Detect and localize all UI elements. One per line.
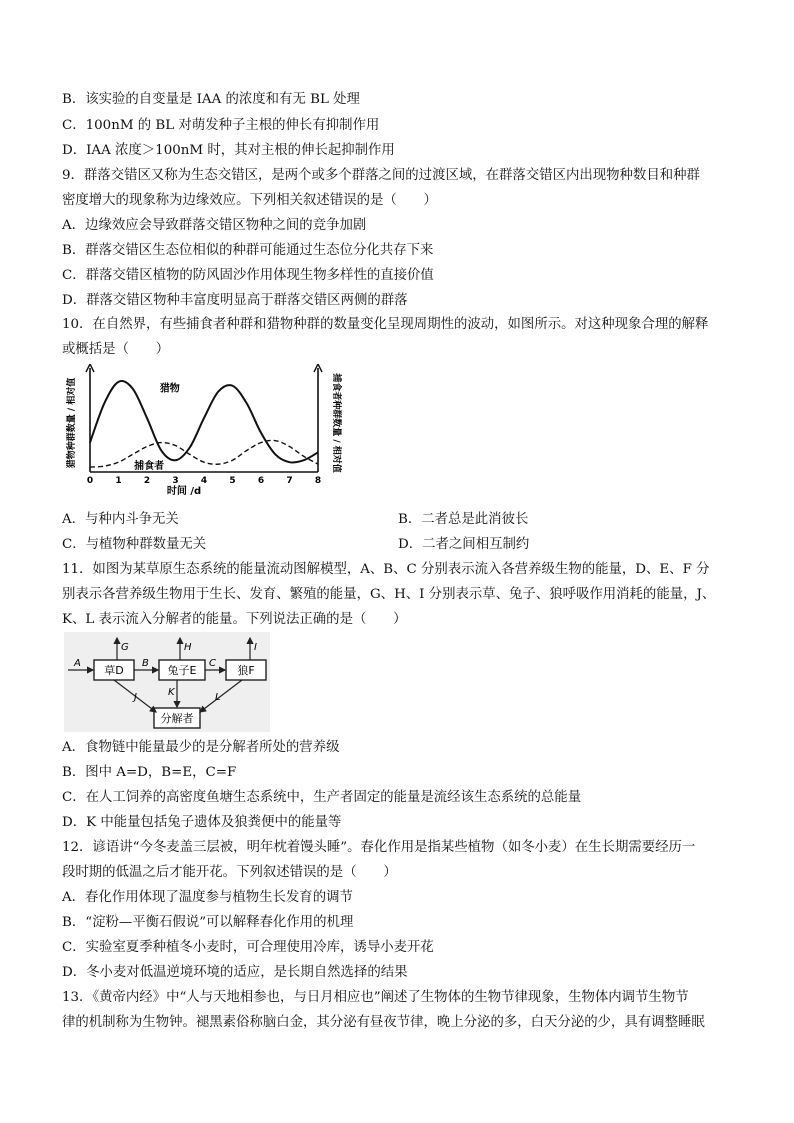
q12-option-c: C．实验室夏季种植冬小麦时，可合理使用冷库，诱导小麦开花 <box>62 940 434 955</box>
q10-stem-line-1: 10．在自然界，有些捕食者种群和猎物种群的数量变化呈现周期性的波动，如图所示。对这种现象合理的解释 <box>62 317 709 332</box>
predator-series-line <box>90 440 318 467</box>
q10-option-b: B．二者总是此消彼长 <box>398 512 529 527</box>
label-g: G <box>121 642 129 653</box>
y-axis-left-label: 猎物种群数量 / 相对值 <box>67 377 77 469</box>
q11-stem-line-1: 11．如图为某草原生态系统的能量流动图解模型，A、B、C 分别表示流入各营养级生物的能量，D、E、F 分 <box>62 562 710 577</box>
y-axis-right-label: 捕食者种群数量 / 相对值 <box>331 373 341 473</box>
q8-option-d: D．IAA 浓度＞100nM 时，其对主根的伸长起抑制作用 <box>62 143 395 158</box>
label-a: A <box>74 658 81 669</box>
q10-option-d: D．二者之间相互制约 <box>398 537 530 552</box>
prey-series-label: 猎物 <box>159 383 180 395</box>
q11-option-a: A．食物链中能量最少的是分解者所处的营养级 <box>62 740 340 755</box>
q11-option-c: C．在人工饲养的高密度鱼塘生态系统中，生产者固定的能量是流经该生态系统的总能量 <box>62 790 582 805</box>
x-tick-label: 3 <box>172 476 179 486</box>
predator-series-label: 捕食者 <box>134 461 165 473</box>
x-tick-label: 6 <box>257 476 265 486</box>
label-j: J <box>134 692 137 703</box>
x-tick-label: 5 <box>229 476 236 486</box>
q9-option-b: B．群落交错区生态位相似的种群可能通过生态位分化共存下来 <box>62 243 434 258</box>
x-tick-label: 7 <box>286 476 293 486</box>
x-axis-label: 时间 /d <box>166 486 202 497</box>
label-c: C <box>209 658 216 669</box>
q9-stem-line-1: 9．群落交错区又称为生态交错区，是两个或多个群落之间的过渡区域，在群落交错区内出现物种数目和种群 <box>62 168 700 183</box>
energy-flow-diagram <box>64 632 270 732</box>
q9-option-c: C．群落交错区植物的防风固沙作用体现生物多样性的直接价值 <box>62 268 434 283</box>
q12-option-b: B．“淀粉—平衡石假说”可以解释春化作用的机理 <box>62 915 354 930</box>
x-tick-label: 4 <box>200 476 208 486</box>
predator-prey-chart <box>64 364 344 498</box>
label-k: K <box>168 687 175 698</box>
q12-stem-line-1: 12．谚语讲“今冬麦盖三层被，明年枕着馒头睡”。春化作用是指某些植物（如冬小麦）在生长期需要经历一 <box>62 840 696 855</box>
x-tick-label: 2 <box>143 476 151 486</box>
q13-stem-line-2: 律的机制称为生物钟。褪黑素俗称脑白金，其分泌有昼夜节律，晚上分泌的多，白天分泌的少，具有调整睡眠 <box>62 1015 705 1030</box>
q12-option-d: D．冬小麦对低温逆境环境的适应，是长期自然选择的结果 <box>62 965 408 980</box>
q10-stem-line-2: 或概括是（ ） <box>62 342 170 357</box>
label-i: I <box>254 642 257 653</box>
node-grass-label: 草D <box>104 664 124 677</box>
q12-stem-line-2: 段时期的低温之后才能开花。下列叙述错误的是（ ） <box>62 865 397 880</box>
label-h: H <box>184 642 192 653</box>
q10-option-a: A．与种内斗争无关 <box>62 512 179 527</box>
q13-stem-line-1: 13．《黄帝内经》中“人与天地相参也，与日月相应也”阐述了生物体的生物节律现象，生物体内调节生物节 <box>62 990 689 1005</box>
q9-stem-line-2: 密度增大的现象称为边缘效应。下列相关叙述错误的是（ ） <box>62 193 437 208</box>
label-b: B <box>142 658 149 669</box>
q12-option-a: A．春化作用体现了温度参与植物生长发育的调节 <box>62 890 353 905</box>
x-tick-label: 0 <box>86 476 94 486</box>
label-l: L <box>215 692 221 703</box>
x-tick-label: 8 <box>314 476 322 486</box>
q11-option-d: D．K 中能量包括兔子遗体及狼粪便中的能量等 <box>62 815 342 830</box>
q8-option-c: C．100nM 的 BL 对萌发种子主根的伸长有抑制作用 <box>62 118 380 133</box>
q9-option-d: D．群落交错区物种丰富度明显高于群落交错区两侧的群落 <box>62 293 408 308</box>
q11-stem-line-3: K、L 表示流入分解者的能量。下列说法正确的是（ ） <box>62 612 407 627</box>
q8-option-b: B．该实验的自变量是 IAA 的浓度和有无 BL 处理 <box>62 92 360 107</box>
node-wolf-label: 狼F <box>237 664 255 677</box>
prey-series-line <box>90 381 318 463</box>
q11-option-b: B．图中 A=D，B=E，C=F <box>62 765 237 780</box>
q11-stem-line-2: 别表示各营养级生物用于生长、发育、繁殖的能量，G、H、I 分别表示草、兔子、狼呼吸作用消耗的能量，J、 <box>62 587 716 602</box>
q10-option-c: C．与植物种群数量无关 <box>62 537 207 552</box>
node-decomposer-label: 分解者 <box>160 712 194 725</box>
x-tick-label: 1 <box>115 476 122 486</box>
q9-option-a: A．边缘效应会导致群落交错区物种之间的竞争加剧 <box>62 218 367 233</box>
node-rabbit-label: 兔子E <box>167 664 197 677</box>
